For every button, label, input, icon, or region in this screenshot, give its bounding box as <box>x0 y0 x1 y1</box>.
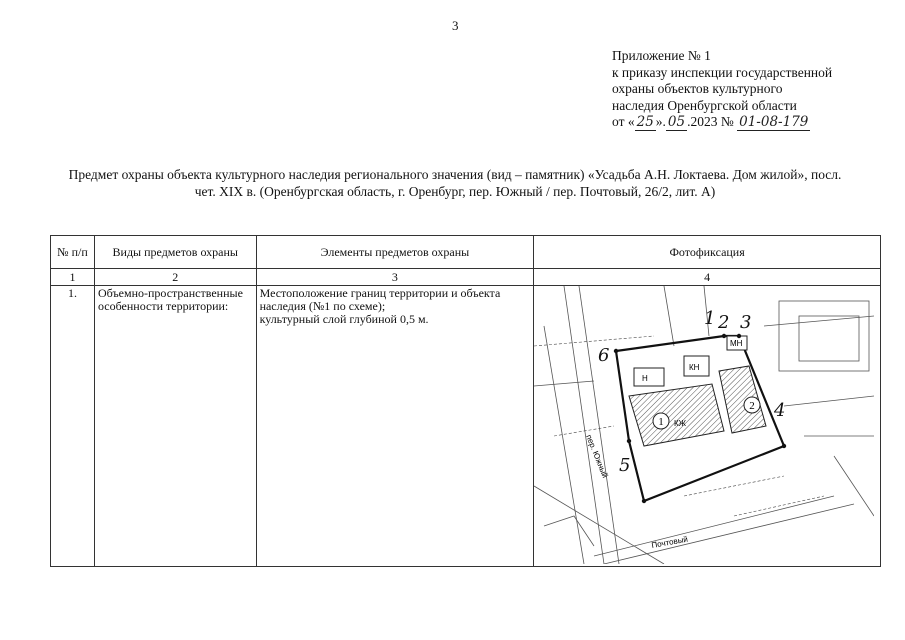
header-elements: Элементы предметов охраны <box>256 236 534 269</box>
row-type: Объемно-пространственные особенности территории: <box>94 286 256 567</box>
number-prefix: № <box>720 114 734 129</box>
header-number: № п/п <box>51 236 95 269</box>
column-number: 2 <box>94 269 256 286</box>
row-elements <box>256 286 534 567</box>
row-number: 1. <box>51 286 95 567</box>
page-number: 3 <box>452 18 459 33</box>
building-label: КН <box>689 363 700 372</box>
point-label: 2 <box>718 312 730 333</box>
row-elements-line: культурный слой глубиной 0,5 м. <box>259 312 429 326</box>
table-row <box>51 286 881 567</box>
date-prefix: от « <box>612 114 635 129</box>
header-photo: Фотофиксация <box>534 236 881 269</box>
appendix-line: наследия Оренбургской области <box>612 97 797 113</box>
column-number: 3 <box>256 269 534 286</box>
column-number-row <box>51 269 881 286</box>
building-1-hatched <box>629 384 724 446</box>
appendix-date-line <box>612 114 882 131</box>
street-label: пер. Южный <box>584 433 610 480</box>
site-plan-map <box>534 286 874 564</box>
point-label: 3 <box>740 312 752 333</box>
row-elements-line: Местоположение границ территории и объекта наследия (№1 по схеме); <box>259 286 501 313</box>
object-label-2: 2 <box>749 400 755 412</box>
object-label-1: 1 <box>658 416 664 428</box>
table-header-row <box>51 236 881 269</box>
document-heading: Предмет охраны объекта культурного наследия регионального значения (вид – памятник) «Усадьба А.Н. Локтаева. Дом жилой», посл. чет. XIX в. (Оренбургская область, г. Оренбург, пер. Южный / пер. Почтовый, 26/2, лит. А) <box>68 167 842 199</box>
point-label: 5 <box>619 455 631 476</box>
building-2-hatched <box>719 366 766 433</box>
date-year: .2023 <box>687 114 718 129</box>
date-month-handwritten: 05 <box>667 114 686 130</box>
outbuilding <box>634 368 664 386</box>
appendix-line: к приказу инспекции государственной <box>612 64 833 80</box>
order-number-handwritten: 01-08-179 <box>739 114 809 130</box>
street-label: Почтовый <box>651 534 689 550</box>
photo-cell <box>534 286 881 567</box>
date-separator: ». <box>655 114 666 129</box>
point-label: 6 <box>598 345 610 366</box>
protection-table <box>50 235 881 567</box>
appendix-line: охраны объектов культурного <box>612 81 783 96</box>
column-number: 4 <box>534 269 881 286</box>
appendix-block <box>612 48 882 131</box>
point-label: 1 <box>704 308 716 329</box>
column-number: 1 <box>51 269 95 286</box>
point-label: 4 <box>774 400 786 421</box>
building-label: КЖ <box>674 419 687 428</box>
date-day-handwritten: 25 <box>636 114 654 130</box>
header-type: Виды предметов охраны <box>94 236 256 269</box>
building-label: Н <box>642 374 648 383</box>
appendix-title: Приложение № 1 <box>612 48 711 63</box>
building-label: МН <box>730 339 743 348</box>
